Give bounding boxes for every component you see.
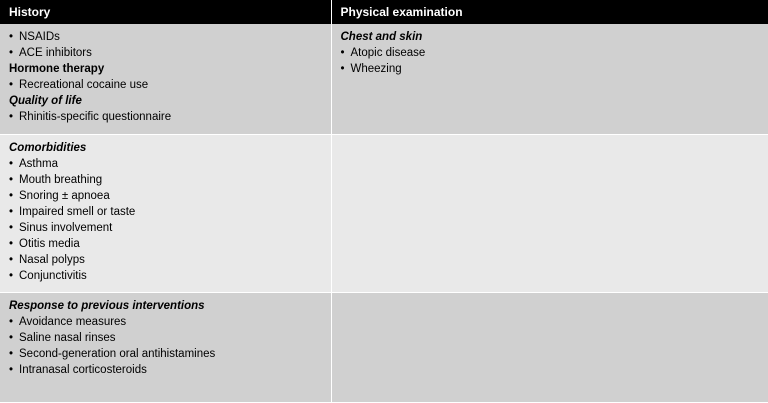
list-item: • Recreational cocaine use <box>9 77 331 93</box>
list-item: • Otitis media <box>9 236 331 252</box>
physical-examination-cell <box>331 135 768 293</box>
list-item: • Atopic disease <box>341 45 768 61</box>
list-item: • Rhinitis-specific questionnaire <box>9 109 331 125</box>
list-item: • NSAIDs <box>9 29 331 45</box>
chest-and-skin-heading: Chest and skin <box>341 29 768 45</box>
table-row <box>0 135 768 293</box>
physical-examination-cell <box>331 293 768 403</box>
list-item: • Nasal polyps <box>9 252 331 268</box>
list-item: • ACE inhibitors <box>9 45 331 61</box>
list-item: • Impaired smell or taste <box>9 204 331 220</box>
hormone-therapy-heading: Hormone therapy <box>9 61 331 77</box>
list-item: • Saline nasal rinses <box>9 330 331 346</box>
comorbidities-heading: Comorbidities <box>9 140 331 156</box>
list-item: • Conjunctivitis <box>9 268 331 284</box>
list-item: • Asthma <box>9 156 331 172</box>
response-to-interventions-heading: Response to previous interventions <box>9 298 331 314</box>
list-item: • Wheezing <box>341 61 768 77</box>
list-item: • Mouth breathing <box>9 172 331 188</box>
physical-examination-header: Physical examination <box>331 0 768 24</box>
quality-of-life-heading: Quality of life <box>9 93 331 109</box>
header-row <box>0 0 768 24</box>
table-row <box>0 293 768 403</box>
history-cell <box>0 293 331 403</box>
physical-examination-cell <box>331 24 768 135</box>
table-row <box>0 24 768 135</box>
list-item: • Second-generation oral antihistamines <box>9 346 331 362</box>
list-item: • Intranasal corticosteroids <box>9 362 331 378</box>
list-item: • Snoring ± apnoea <box>9 188 331 204</box>
list-item: • Avoidance measures <box>9 314 331 330</box>
history-cell <box>0 135 331 293</box>
history-header: History <box>0 0 331 24</box>
history-cell <box>0 24 331 135</box>
list-item: • Sinus involvement <box>9 220 331 236</box>
